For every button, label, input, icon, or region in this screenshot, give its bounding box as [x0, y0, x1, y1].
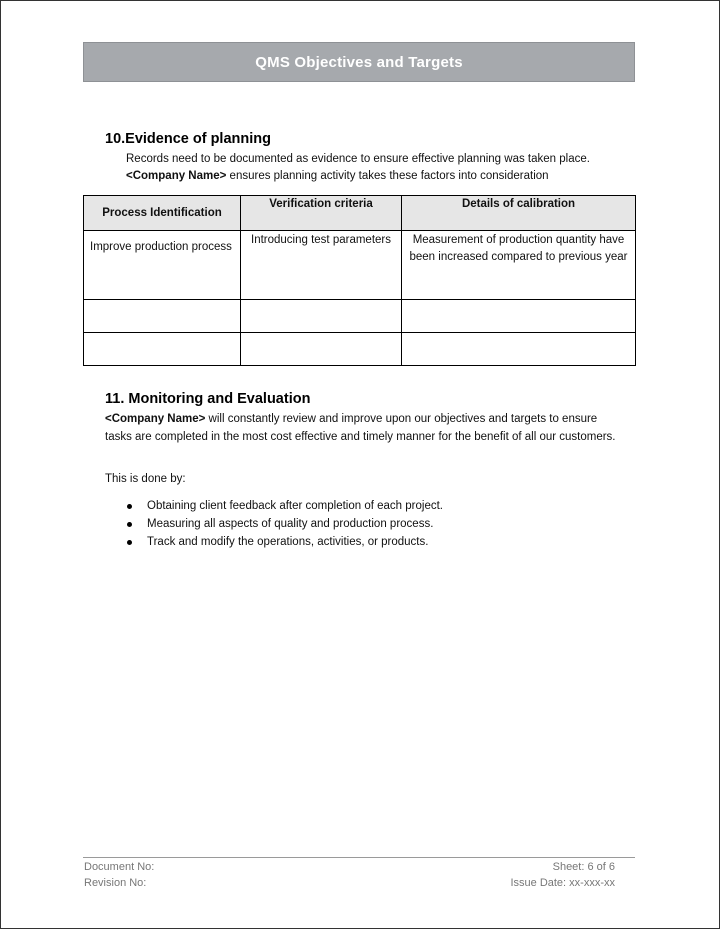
- header-title: QMS Objectives and Targets: [255, 53, 463, 71]
- section-10-line-2-text: ensures planning activity takes these factors into consideration: [226, 170, 549, 182]
- company-name-placeholder: <Company Name>: [126, 170, 227, 182]
- issue-date: Issue Date: xx-xxx-xx: [510, 877, 615, 889]
- section-10-line-1: Records need to be documented as evidence to ensure effective planning was taken place.: [126, 153, 590, 165]
- section-11-intro: This is done by:: [105, 473, 186, 485]
- bullet-icon: [127, 540, 132, 545]
- footer-divider: [83, 857, 635, 858]
- section-11-heading: 11. Monitoring and Evaluation: [105, 391, 311, 407]
- table-cell: [402, 300, 636, 333]
- section-11-paragraph-text: will constantly review and improve upon our objectives and targets to ensure tasks are completed in the most cost effective and timely manner for the benefit of all our customers.: [105, 413, 616, 443]
- column-header-process: Process Identification: [84, 196, 241, 231]
- list-item: [105, 534, 443, 552]
- list-item: [105, 498, 443, 516]
- table-cell: Measurement of production quantity have been increased compared to previous year: [402, 231, 636, 300]
- monitoring-bullet-list: [105, 498, 443, 551]
- table-cell: [84, 300, 241, 333]
- table-cell: Introducing test parameters: [241, 231, 402, 300]
- table-row: [84, 300, 636, 333]
- section-11-paragraph: [105, 411, 625, 446]
- bullet-icon: [127, 522, 132, 527]
- list-item: [105, 516, 443, 534]
- header-banner: [83, 42, 635, 82]
- company-name-placeholder: <Company Name>: [105, 413, 206, 425]
- table-row: [84, 333, 636, 366]
- planning-table: [83, 195, 636, 366]
- table-row: [84, 231, 636, 300]
- table-cell: [241, 333, 402, 366]
- table-cell: [84, 333, 241, 366]
- section-10-line-2: [126, 168, 549, 186]
- list-item-text: Obtaining client feedback after completion of each project.: [147, 500, 443, 512]
- document-number-label: Document No:: [84, 861, 155, 873]
- bullet-icon: [127, 504, 132, 509]
- table-cell: Improve production process: [84, 231, 241, 300]
- revision-number-label: Revision No:: [84, 877, 147, 889]
- table-cell: [402, 333, 636, 366]
- section-10-heading: 10.Evidence of planning: [105, 131, 271, 147]
- column-header-verification: Verification criteria: [241, 196, 402, 231]
- table-header-row: [84, 196, 636, 231]
- list-item-text: Measuring all aspects of quality and production process.: [147, 517, 434, 530]
- table-cell: [241, 300, 402, 333]
- sheet-number: Sheet: 6 of 6: [552, 861, 615, 873]
- column-header-calibration: Details of calibration: [402, 196, 636, 231]
- list-item-text: Track and modify the operations, activities, or products.: [147, 535, 429, 548]
